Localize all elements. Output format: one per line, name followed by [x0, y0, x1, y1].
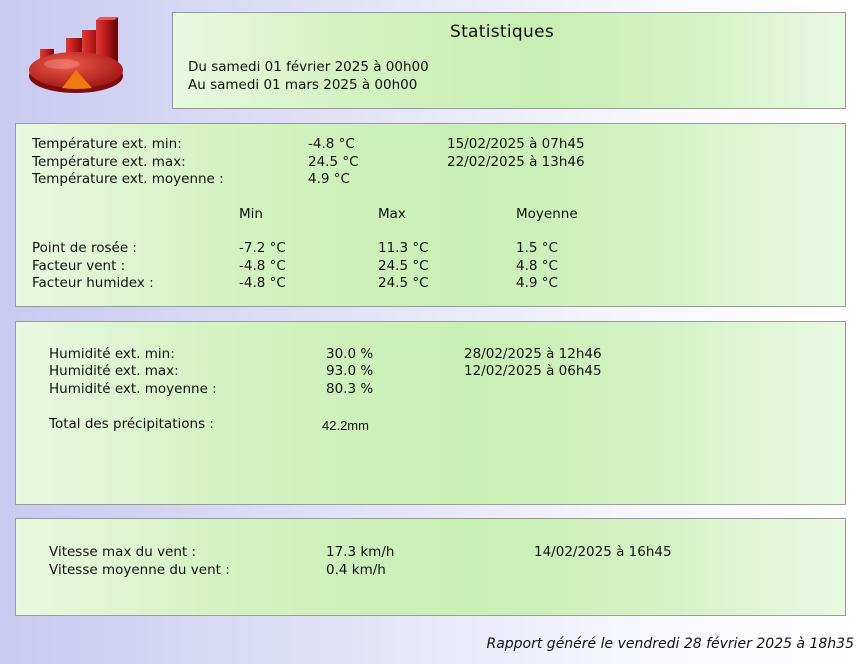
precipitation-value: 42.2mm [322, 418, 369, 433]
humidity-max-date: 12/02/2025 à 06h45 [464, 363, 602, 379]
wind-max-date: 14/02/2025 à 16h45 [534, 544, 672, 560]
temp-min-date: 15/02/2025 à 07h45 [447, 136, 585, 152]
humidex-avg: 4.9 °C [516, 275, 558, 291]
dewpoint-label: Point de rosée : [32, 240, 137, 256]
temp-min-value: -4.8 °C [308, 136, 355, 152]
period-start: Du samedi 01 février 2025 à 00h00 [188, 59, 429, 75]
humidity-avg-value: 80.3 % [326, 381, 374, 397]
stats-chart-icon [26, 16, 128, 96]
precipitation-label: Total des précipitations : [49, 416, 214, 432]
period-end: Au samedi 01 mars 2025 à 00h00 [188, 77, 418, 93]
wind-avg-value: 0.4 km/h [326, 562, 386, 578]
humidity-panel [15, 321, 846, 505]
column-header-min: Min [239, 206, 263, 222]
report-footer: Rapport généré le vendredi 28 février 2025 à 18h35 [486, 636, 854, 652]
humidex-max: 24.5 °C [378, 275, 429, 291]
wind-panel [15, 518, 846, 616]
windchill-label: Facteur vent : [32, 258, 126, 274]
temp-avg-value: 4.9 °C [308, 171, 350, 187]
temp-min-label: Température ext. min: [32, 136, 182, 152]
temp-max-label: Température ext. max: [32, 154, 186, 170]
humidity-min-value: 30.0 % [326, 346, 374, 362]
wind-max-value: 17.3 km/h [326, 544, 395, 560]
windchill-avg: 4.8 °C [516, 258, 558, 274]
column-header-avg: Moyenne [516, 206, 578, 222]
humidex-label: Facteur humidex : [32, 275, 154, 291]
humidity-min-date: 28/02/2025 à 12h46 [464, 346, 602, 362]
humidity-max-label: Humidité ext. max: [49, 363, 179, 379]
wind-avg-label: Vitesse moyenne du vent : [49, 562, 230, 578]
humidity-max-value: 93.0 % [326, 363, 374, 379]
temp-avg-label: Température ext. moyenne : [32, 171, 224, 187]
dewpoint-avg: 1.5 °C [516, 240, 558, 256]
windchill-max: 24.5 °C [378, 258, 429, 274]
humidity-avg-label: Humidité ext. moyenne : [49, 381, 217, 397]
page-title: Statistiques [450, 22, 554, 42]
dewpoint-max: 11.3 °C [378, 240, 429, 256]
dewpoint-min: -7.2 °C [239, 240, 286, 256]
column-header-max: Max [378, 206, 406, 222]
report-header-panel [172, 12, 846, 109]
temperature-panel [15, 123, 846, 307]
humidity-min-label: Humidité ext. min: [49, 346, 175, 362]
temp-max-value: 24.5 °C [308, 154, 359, 170]
temp-max-date: 22/02/2025 à 13h46 [447, 154, 585, 170]
windchill-min: -4.8 °C [239, 258, 286, 274]
humidex-min: -4.8 °C [239, 275, 286, 291]
wind-max-label: Vitesse max du vent : [49, 544, 197, 560]
